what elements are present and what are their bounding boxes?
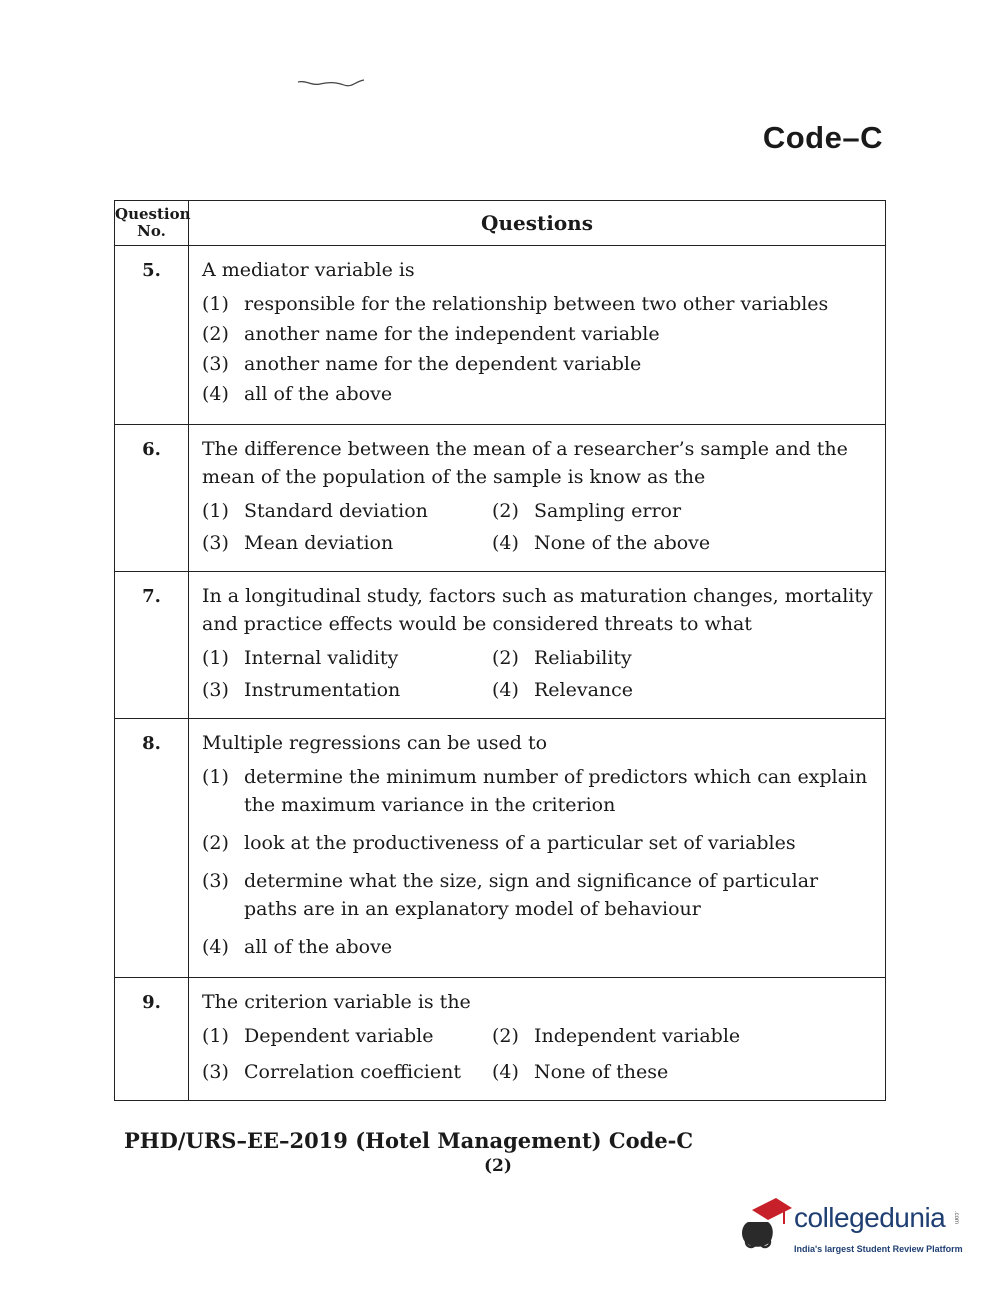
option-text: responsible for the relationship between two other variables (244, 293, 829, 315)
question-row (115, 246, 886, 425)
question-body (189, 246, 886, 425)
question-body (189, 425, 886, 572)
option (492, 497, 875, 525)
option-number: (2) (492, 647, 519, 669)
option-number: (1) (202, 647, 229, 669)
question-number: 7. (115, 572, 189, 719)
option-number: (2) (202, 323, 229, 345)
option (202, 829, 875, 857)
option (202, 350, 875, 378)
question-row (115, 978, 886, 1101)
option-text: another name for the dependent variable (244, 353, 642, 375)
option-number: (1) (202, 500, 229, 522)
option (202, 529, 492, 557)
option-number: (1) (202, 1025, 229, 1047)
question-stem: The criterion variable is the (202, 991, 471, 1013)
option (202, 933, 875, 961)
option (492, 529, 875, 557)
option (202, 676, 492, 704)
question-row (115, 425, 886, 572)
question-row (115, 572, 886, 719)
options-grid (202, 644, 875, 704)
option-number: (2) (492, 500, 519, 522)
graduate-mascot-icon (734, 1196, 794, 1258)
question-stem: In a longitudinal study, factors such as maturation changes, mortality and practice effects would be considered threats to what (202, 585, 873, 635)
option-text: Standard deviation (244, 500, 428, 522)
option (202, 320, 875, 348)
paper-footer-title: PHD/URS–EE–2019 (Hotel Management) Code-C (124, 1128, 694, 1153)
question-number: 9. (115, 978, 189, 1101)
page-number: (2) (484, 1156, 512, 1176)
question-stem: Multiple regressions can be used to (202, 732, 548, 754)
option (202, 644, 492, 672)
options-grid (202, 497, 875, 557)
option-text: Reliability (534, 647, 632, 669)
option-number: (4) (492, 1061, 519, 1083)
option-text: None of the above (534, 532, 711, 554)
option-text: another name for the independent variable (244, 323, 660, 345)
collegedunia-wordmark: collegedunia (794, 1202, 946, 1233)
option-text: Instrumentation (244, 679, 401, 701)
option-text: Sampling error (534, 500, 682, 522)
pen-scribble-mark (296, 76, 366, 90)
option-number: (3) (202, 353, 229, 375)
option-text: Mean deviation (244, 532, 394, 554)
option (202, 290, 875, 318)
option-text: Relevance (534, 679, 634, 701)
option-number: (3) (202, 1061, 229, 1083)
option-number: (4) (492, 532, 519, 554)
option-number: (3) (202, 532, 229, 554)
option-number: (4) (202, 936, 229, 958)
table-header-row (115, 201, 886, 246)
option (202, 763, 875, 819)
option-number: (2) (492, 1025, 519, 1047)
option (492, 1022, 875, 1050)
collegedunia-watermark (734, 1196, 964, 1262)
option-number: (3) (202, 870, 229, 892)
question-body (189, 719, 886, 978)
collegedunia-tagline: India's largest Student Review Platform (794, 1244, 963, 1254)
question-number: 6. (115, 425, 189, 572)
question-no-header (115, 201, 189, 246)
option-text: Correlation coefficient (244, 1061, 461, 1083)
option-number: (4) (202, 383, 229, 405)
question-number: 5. (115, 246, 189, 425)
option-number: (1) (202, 766, 229, 788)
option-text: determine what the size, sign and significance of particular paths are in an explanatory model of behaviour (244, 870, 819, 920)
option-text: look at the productiveness of a particular set of variables (244, 832, 796, 854)
option (202, 1058, 492, 1086)
questions-table (114, 200, 886, 1101)
option-text: determine the minimum number of predictors which can explain the maximum variance in the criterion (244, 766, 868, 816)
option-text: all of the above (244, 936, 393, 958)
question-no-header-line2: No. (137, 222, 166, 240)
option (202, 867, 875, 923)
option (492, 644, 875, 672)
option (202, 497, 492, 525)
question-body (189, 572, 886, 719)
question-body (189, 978, 886, 1101)
option (202, 380, 875, 408)
questions-header: Questions (189, 201, 886, 246)
option-text: Independent variable (534, 1025, 741, 1047)
question-number: 8. (115, 719, 189, 978)
option (202, 1022, 492, 1050)
question-no-header-line1: Question (115, 205, 191, 223)
option (492, 676, 875, 704)
option-number: (1) (202, 293, 229, 315)
option (492, 1058, 875, 1086)
question-stem: The difference between the mean of a researcher’s sample and the mean of the population of the sample is know as the (202, 438, 848, 488)
question-row (115, 719, 886, 978)
collegedunia-domain: .com (953, 1211, 959, 1225)
paper-code-label: Code–C (762, 120, 883, 155)
options-grid (202, 1022, 875, 1086)
option-number: (4) (492, 679, 519, 701)
option-number: (2) (202, 832, 229, 854)
option-text: Internal validity (244, 647, 399, 669)
option-text: all of the above (244, 383, 393, 405)
option-text: None of these (534, 1061, 669, 1083)
question-stem: A mediator variable is (202, 259, 415, 281)
option-text: Dependent variable (244, 1025, 434, 1047)
option-number: (3) (202, 679, 229, 701)
